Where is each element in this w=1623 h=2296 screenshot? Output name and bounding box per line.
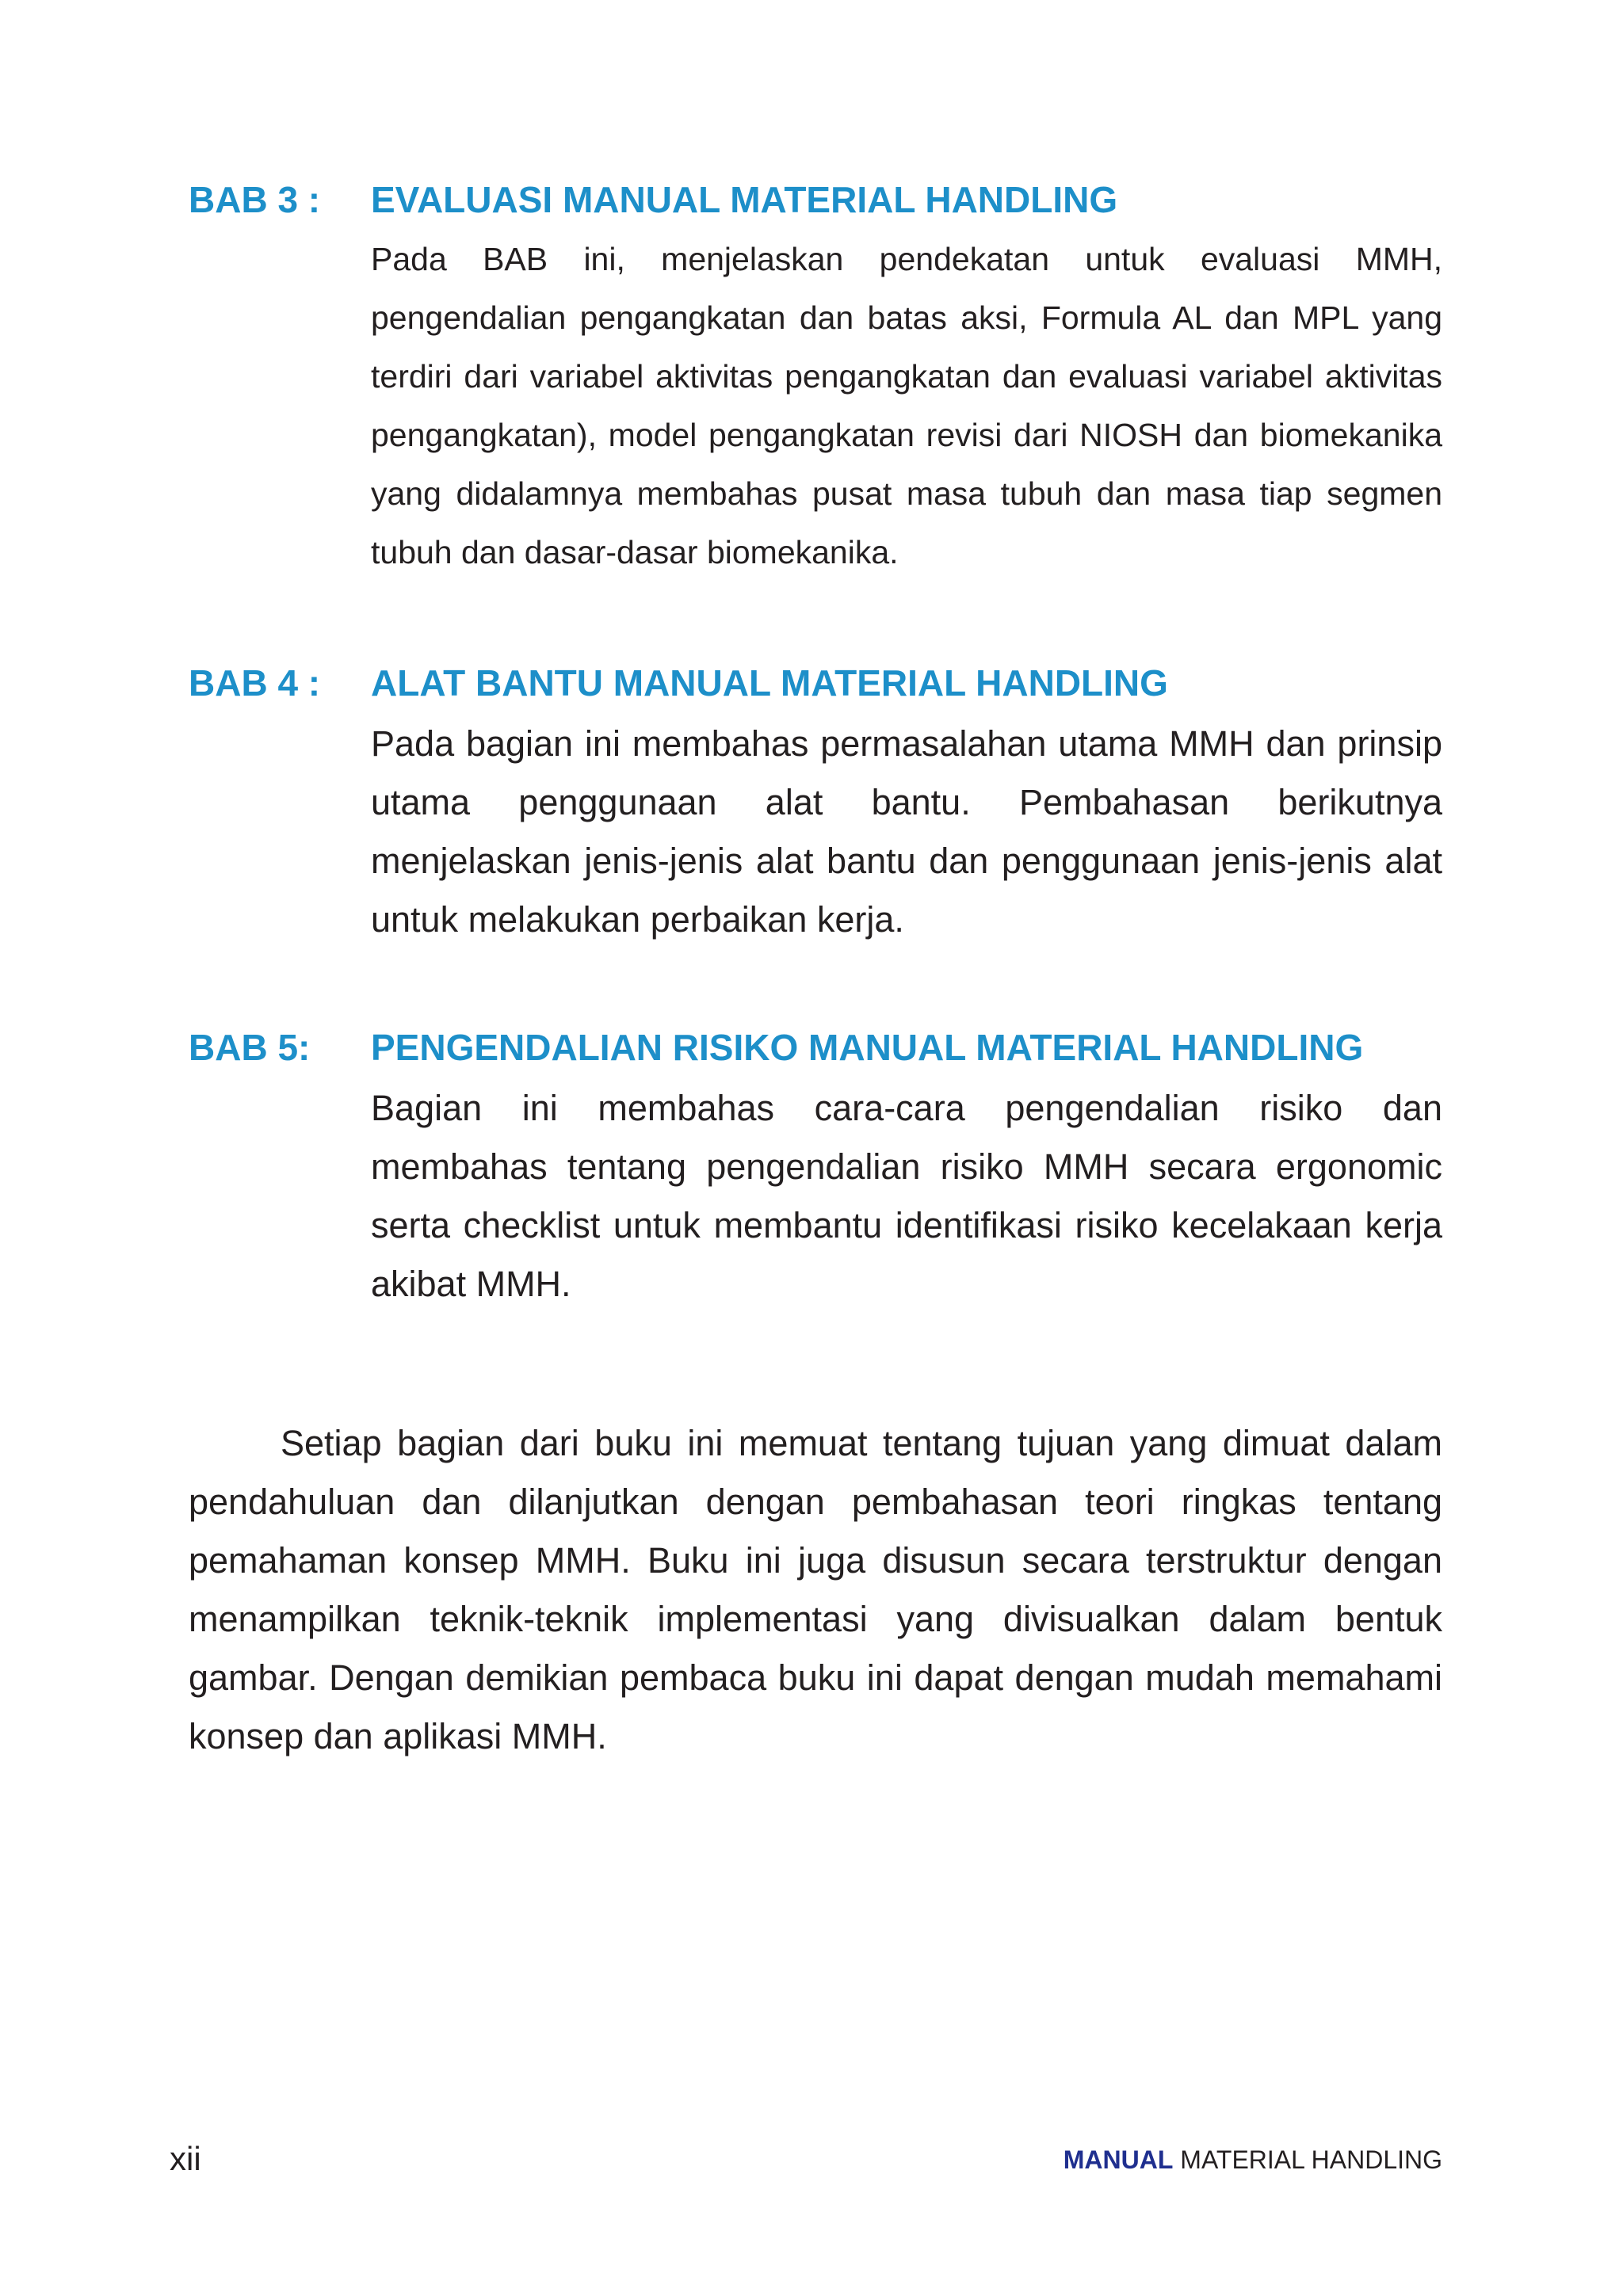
chapter-4-description: Pada bagian ini membahas permasalahan utama MMH dan prinsip utama penggunaan alat bantu. Pembahasan berikutnya menjelaskan jenis-jenis alat bantu dan penggunaan jenis-jenis alat untuk melakukan perbaikan kerja. xyxy=(371,723,1442,940)
chapter-4-number: BAB 4 : xyxy=(189,662,321,704)
page-number: xii xyxy=(170,2140,201,2177)
closing-paragraph: Setiap bagian dari buku ini memuat tentang tujuan yang dimuat dalam pendahuluan dan dilanjutkan dengan pembahasan teori ringkas tentang pemahaman konsep MMH. Buku ini juga disusun secara terstruktur dengan menampilkan teknik-teknik implementasi yang divisualkan dalam bentuk gambar. Dengan demikian pembaca buku ini dapat dengan mudah memahami konsep dan aplikasi MMH. xyxy=(189,1423,1442,1756)
chapter-5-number: BAB 5: xyxy=(189,1027,311,1068)
footer-title-bold: MANUAL xyxy=(1063,2145,1174,2174)
footer-title-rest: MATERIAL HANDLING xyxy=(1180,2145,1442,2174)
chapter-3-number: BAB 3 : xyxy=(189,179,321,220)
chapter-5-section xyxy=(189,1024,1441,1349)
chapter-4-heading xyxy=(189,659,1441,707)
chapter-3-heading xyxy=(189,176,1441,223)
chapter-3-title: EVALUASI MANUAL MATERIAL HANDLING xyxy=(371,179,1118,220)
chapter-5-description: Bagian ini membahas cara-cara pengendalian risiko dan membahas tentang pengendalian risiko MMH secara ergonomic serta checklist untuk membantu identifikasi risiko kecelakaan kerja akibat MMH. xyxy=(371,1088,1442,1304)
chapter-5-heading xyxy=(189,1024,1441,1071)
running-footer-title xyxy=(1064,2142,1442,2177)
chapter-4-title: ALAT BANTU MANUAL MATERIAL HANDLING xyxy=(371,662,1168,704)
chapter-3-section xyxy=(189,176,1441,614)
chapter-5-title: PENGENDALIAN RISIKO MANUAL MATERIAL HANDLING xyxy=(371,1027,1364,1068)
chapter-4-section xyxy=(189,659,1441,985)
chapter-3-description: Pada BAB ini, menjelaskan pendekatan untuk evaluasi MMH, pengendalian pengangkatan dan batas aksi, Formula AL dan MPL yang terdiri dari variabel aktivitas pengangkatan dan evaluasi variabel aktivitas pengangkatan), model pengangkatan revisi dari NIOSH dan biomekanika yang didalamnya membahas pusat masa tubuh dan masa tiap segmen tubuh dan dasar-dasar biomekanika. xyxy=(371,241,1442,570)
